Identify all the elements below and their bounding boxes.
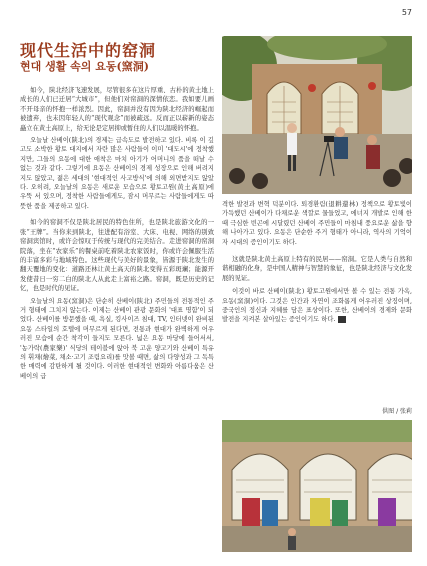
right-column: [222, 200, 412, 325]
end-square-icon: [338, 316, 346, 323]
paragraph-3-korean: [222, 287, 412, 325]
paragraph-1-chinese: 如今，陕北经济飞速发展，尽管很多在这片厚重、古朴的黄土地上成长的人们已迁居“大城市”，但他们对窑洞的深情依恋。我如要儿画不开母亲的怀抱一样浓烈。因此，窑洞并没有因为陕北经济的崛起而被遗弃，也未因年轻人的“现代观念”而被疏远。反而正以崭新的姿态矗立在黄土高原上，给无论是定居抑或暂住的人们以温暖的怀抱。: [20, 87, 214, 132]
photo-cave-dwellings: [222, 420, 412, 552]
paragraph-3-chinese: 这就是陕北黄土高原上特有的民居——窑洞。它是人类与自然和谐相融的化身，是中国人精神与智慧的象征，也是陕北经济与文化发展的见证。: [222, 256, 412, 282]
article-title-chinese: 现代生活中的窑洞: [20, 41, 157, 60]
article-title-korean: 현대 생활 속의 요동(窯洞): [20, 60, 149, 73]
paragraph-1-korean: 오늘날 산베이(陕北)의 경제는 급속도로 발전하고 있다. 비록 이 깊고도 소박한 황토 대지에서 자란 많은 사람들이 이미 '대도시'에 정착했지만, 그들의 요동에 대한 애착은 마치 아기가 어머니의 품을 떠날 수 없는 것과 같다. 그렇기에 요동은 산베이의 경제 성장으로 인해 버려지지도 않았고, 젊은 세대의 '현대적인 사고방식'에 의해 외면받지도 않았다. 오히려, 오늘날의 요동은 새로운 모습으로 황토고원(黄土高原)에 우뚝 서 있으며, 정착한 사람들에게도, 잠시 머무르는 사람들에게도 따뜻한 품을 제공하고 있다.: [20, 137, 214, 210]
page-number: 57: [401, 8, 412, 17]
paragraph-2-korean: 오늘날의 요동(窯洞)은 단순히 산베이(陕北) 주민들의 전통적인 주거 형태에 그치지 않는다. 이제는 산베이 관광 문화의 '대표 명함'이 되었다. 산베이를 방문했을 때, 욕실, 킹사이즈 침대, TV, 인터넷이 완비된 요동 스타일의 호텔에 머무르게 된다면, 전통과 현대가 완벽하게 어우러진 모습에 순간 착각이 들지도 모른다. 넓은 요동 마당에 들어서서, '농가락(農家樂)' 식당의 테이블에 앉아 북 고운 양고기와 산베이 특유의 휘채(燴菜, 채소·고기 조림요리)를 맛볼 때면, 삶의 다양성과 그 독특한 매력에 감탄하게 될 것이다. 이러한 현대적인 변화와 아름다움은 산베이의 급: [20, 297, 214, 380]
photo-credit: 供图 / 张莉: [382, 408, 412, 415]
paragraph-3-korean-text: 이것이 바로 산베이(陕北) 황토고원에서만 볼 수 있는 전통 가옥, 요동(窯洞)이다. 그것은 인간과 자연이 조화롭게 어우러진 상징이며, 중국인의 정신과 지혜를 담은 표상이다. 또한, 산베이의 경제와 문화 발전을 지켜본 살아있는 증인이기도 하다.: [222, 288, 412, 324]
photo-cave-performance: [222, 36, 412, 194]
paragraph-2-chinese: 如今的窑洞不仅是陕北居民的特色住所，也是陕北旅游文化的一张“王牌”。当你来到陕北，往进配有浴室、大床、电视、网络的别致窑洞宾馆时，或许会惊叹于传统与现代的完美结合。走进窑洞的窑洞院落，坐在“农家乐”的餐桌前吃着陕北农家饭时，你或许会佩服生活的丰富多彩与地域特色。这些现代与美好的景象，皆源于陕北发生的翻天覆地的变化：道路还林让黄土高天的陕北变得五彩斑斓；能源开发使昔日一穷二白的陕北人从此走上富裕之路。窑洞，既是历史的记忆，也是时代的见证。: [20, 219, 214, 293]
paragraph-2-korean-continued: 격한 발전과 변혁 덕분이다. 퇴경환림(退耕還林) 정책으로 황토빛이 가득했던 산베이가 다채로운 색깔로 물들었고, 에너지 개발로 인해 한때 극심한 빈곤에 시달렸던 산베이 주민들이 마침내 풍요로운 삶을 향해 나아가고 있다. 요동은 단순한 주거 형태가 아니라, 역사의 기억이자 시대의 증인이기도 하다.: [222, 201, 412, 246]
left-column: [20, 86, 214, 381]
